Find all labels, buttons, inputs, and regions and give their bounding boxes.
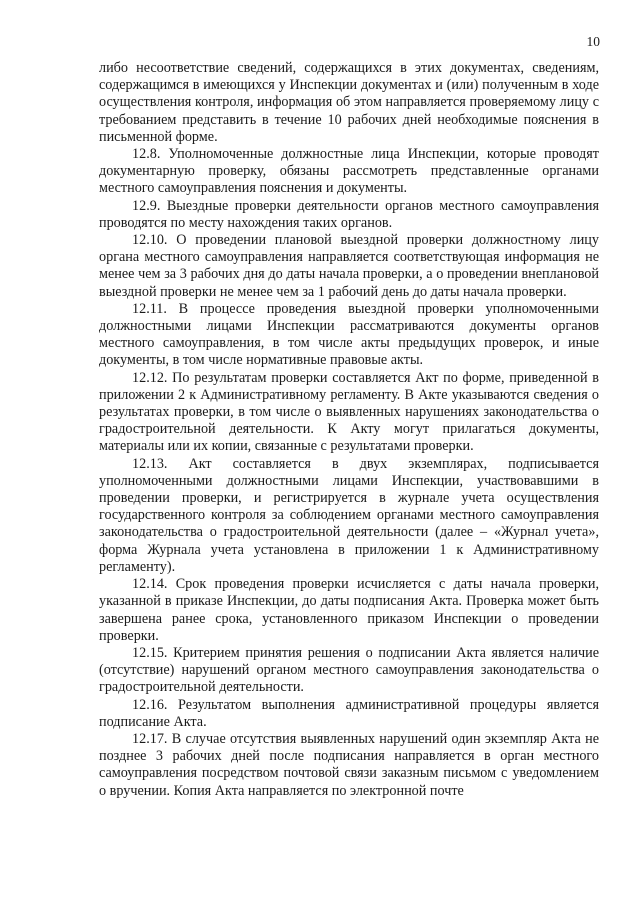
paragraph-12-14: 12.14. Срок проведения проверки исчисляется с даты начала проверки, указанной в приказе Инспекции, до даты подписания Акта. Проверка может быть завершена ранее срока, установленного приказом Инспекции о проведении проверки. [99, 576, 599, 644]
paragraph-12-10: 12.10. О проведении плановой выездной проверки должностному лицу органа местного самоуправления направляется соответствующая информация не менее чем за 3 рабочих дня до даты начала проверки, а о проведении внеплановой выездной проверки не менее чем за 1 рабочий день до даты начала проверки. [99, 232, 599, 300]
paragraph-12-17: 12.17. В случае отсутствия выявленных нарушений один экземпляр Акта не позднее 3 рабочих дней после подписания направляется в орган местного самоуправления посредством почтовой связи заказным письмом с уведомлением о вручении. Копия Акта направляется по электронной почте [99, 730, 599, 799]
paragraph-continuation: либо несоответствие сведений, содержащихся в этих документах, сведениям, содержащимся в имеющихся у Инспекции документах и (или) полученным в ходе осуществления контроля, информация об этом направляется проверяемому лицу с требованием представить в течение 10 рабочих дней необходимые пояснения в письменной форме. [99, 60, 599, 145]
paragraph-12-12: 12.12. По результатам проверки составляется Акт по форме, приведенной в приложении 2 к Административному регламенту. В Акте указываются сведения о результатах проверки, в том числе о выявленных нарушениях законодательства о градостроительной деятельности. К Акту могут прилагаться документы, материалы или их копии, связанные с результатами проверки. [99, 369, 599, 455]
paragraph-12-11: 12.11. В процессе проведения выездной проверки уполномоченными должностными лицами Инспекции рассматриваются документы органов местного самоуправления, в том числе акты предыдущих проверок, и иные документы, в том числе нормативные правовые акты. [99, 300, 599, 369]
page-number: 10 [586, 34, 600, 49]
paragraph-12-8: 12.8. Уполномоченные должностные лица Инспекции, которые проводят документарную проверку, обязаны рассмотреть представленные органами местного самоуправления пояснения и документы. [99, 146, 599, 197]
paragraph-12-15: 12.15. Критерием принятия решения о подписании Акта является наличие (отсутствие) нарушений органом местного самоуправления законодательства о градостроительной деятельности. [99, 644, 599, 696]
paragraph-12-13: 12.13. Акт составляется в двух экземплярах, подписывается уполномоченными должностными лицами Инспекции, участвовавшими в проведении проверки, и регистрируется в журнале учета осуществления государственного контроля за соблюдением органами местного самоуправления законодательства о градостроительной деятельности (далее – «Журнал учета», форма Журнала учета установлена в приложении 1 к Административному регламенту). [99, 455, 599, 575]
paragraph-12-9: 12.9. Выездные проверки деятельности органов местного самоуправления проводятся по месту нахождения таких органов. [99, 197, 599, 231]
paragraph-12-16: 12.16. Результатом выполнения административной процедуры является подписание Акта. [99, 696, 599, 730]
document-body [99, 60, 599, 800]
